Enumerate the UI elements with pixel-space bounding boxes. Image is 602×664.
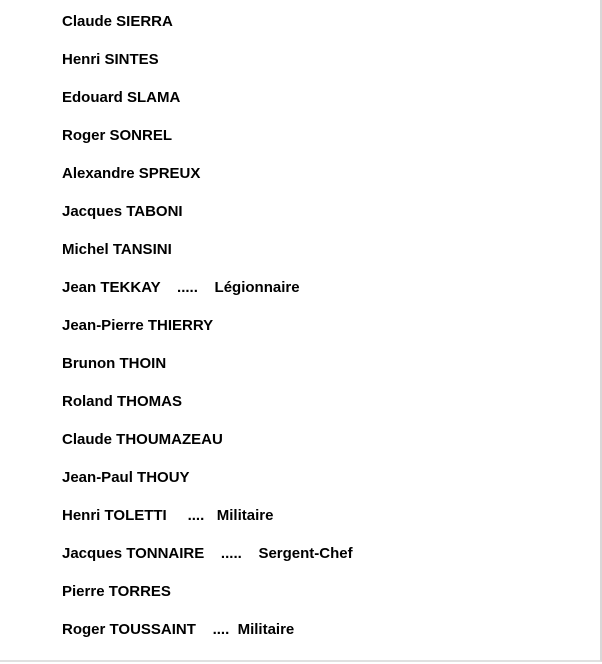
name-entry: Jean-Paul THOUY	[62, 469, 190, 486]
name-entry: Pierre TORRES	[62, 583, 171, 600]
name-entry: Claude SIERRA	[62, 13, 173, 30]
name-entry: Edouard SLAMA	[62, 89, 181, 106]
name-entry: Jean TEKKAY ..... Légionnaire	[62, 279, 300, 296]
name-entry: Jacques TONNAIRE ..... Sergent-Chef	[62, 545, 353, 562]
name-entry: Alexandre SPREUX	[62, 165, 201, 182]
name-entry: Brunon THOIN	[62, 355, 167, 372]
name-list	[62, 12, 353, 658]
name-entry: Henri TOLETTI .... Militaire	[62, 507, 274, 524]
name-entry: Claude THOUMAZEAU	[62, 431, 223, 448]
name-entry: Michel TANSINI	[62, 241, 172, 258]
name-entry: Roger TOUSSAINT .... Militaire	[62, 621, 295, 638]
name-entry: Henri SINTES	[62, 51, 159, 68]
name-entry: Jean-Pierre THIERRY	[62, 317, 214, 334]
name-entry: Jacques TABONI	[62, 203, 183, 220]
name-entry: Roland THOMAS	[62, 393, 182, 410]
name-entry: Roger SONREL	[62, 127, 173, 144]
